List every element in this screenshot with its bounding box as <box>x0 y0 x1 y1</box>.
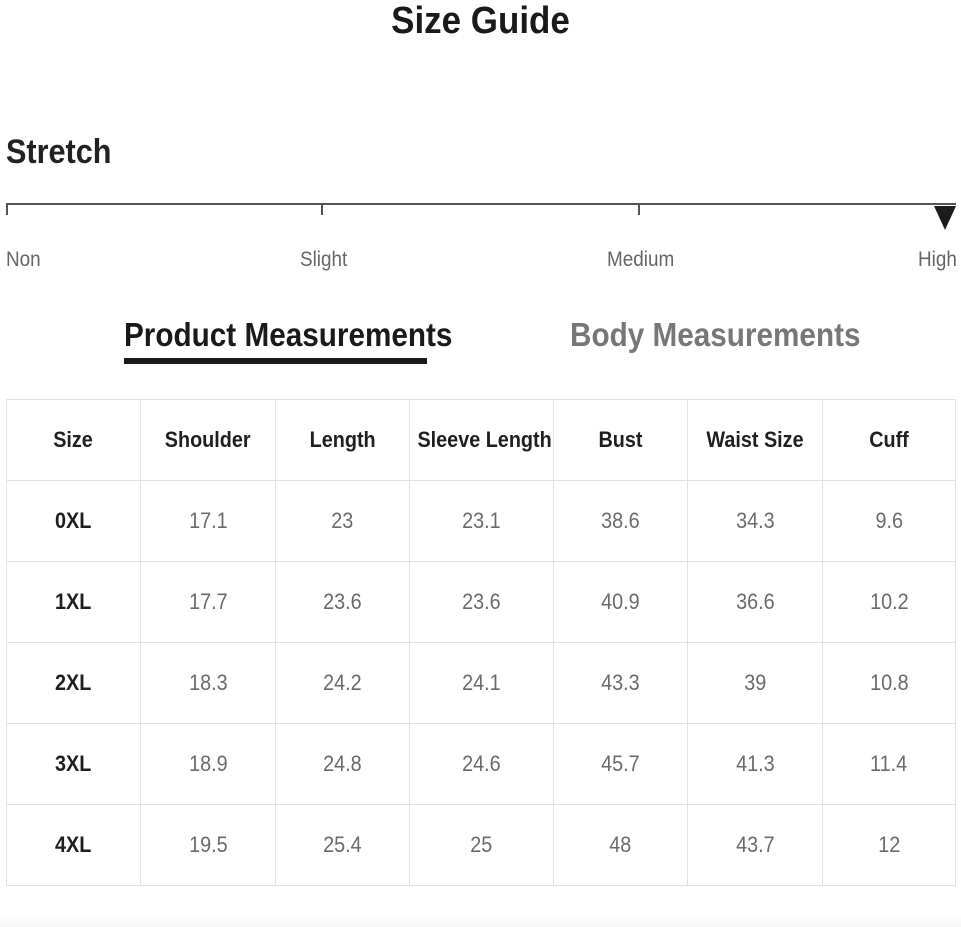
table-cell: 48 <box>554 805 688 886</box>
stretch-heading: Stretch <box>6 133 112 171</box>
table-row <box>7 562 956 643</box>
table-row <box>7 805 956 886</box>
header-shoulder: Shoulder <box>141 400 276 481</box>
table-cell-size: 0XL <box>7 481 141 562</box>
table-cell: 45.7 <box>554 724 688 805</box>
table-cell: 36.6 <box>688 562 823 643</box>
stretch-label-medium: Medium <box>607 248 675 271</box>
table-cell-size: 2XL <box>7 643 141 724</box>
table-cell: 9.6 <box>823 481 956 562</box>
table-cell: 24.8 <box>276 724 410 805</box>
header-bust: Bust <box>554 400 688 481</box>
stretch-tick-non <box>6 203 8 215</box>
table-cell: 23.6 <box>410 562 554 643</box>
table-cell: 23 <box>276 481 410 562</box>
tab-active-underline <box>124 358 427 364</box>
table-cell: 12 <box>823 805 956 886</box>
table-cell-size: 1XL <box>7 562 141 643</box>
page-title: Size Guide <box>391 0 570 42</box>
stretch-scale <box>0 196 961 286</box>
table-cell: 34.3 <box>688 481 823 562</box>
header-waist-size: Waist Size <box>688 400 823 481</box>
table-cell: 17.7 <box>141 562 276 643</box>
table-cell: 25.4 <box>276 805 410 886</box>
table-cell: 38.6 <box>554 481 688 562</box>
table-cell: 39 <box>688 643 823 724</box>
stretch-label-non: Non <box>6 248 41 271</box>
table-cell: 24.1 <box>410 643 554 724</box>
table-header-row <box>7 400 956 481</box>
table-cell: 43.7 <box>688 805 823 886</box>
stretch-label-slight: Slight <box>300 248 348 271</box>
cropped-footnote-strip <box>0 914 961 927</box>
table-cell: 25 <box>410 805 554 886</box>
stretch-level-marker-icon <box>934 206 956 230</box>
table-cell: 24.6 <box>410 724 554 805</box>
table-cell: 18.9 <box>141 724 276 805</box>
table-cell: 19.5 <box>141 805 276 886</box>
table-row <box>7 724 956 805</box>
table-cell: 23.6 <box>276 562 410 643</box>
table-cell: 24.2 <box>276 643 410 724</box>
table-cell: 11.4 <box>823 724 956 805</box>
header-cuff: Cuff <box>823 400 956 481</box>
stretch-tick-medium <box>638 203 640 215</box>
tab-body-measurements[interactable]: Body Measurements <box>570 316 861 353</box>
stretch-label-high: High <box>918 248 957 271</box>
table-cell: 23.1 <box>410 481 554 562</box>
table-cell: 17.1 <box>141 481 276 562</box>
header-sleeve-length: Sleeve Length <box>410 400 554 481</box>
table-row <box>7 481 956 562</box>
size-table <box>6 399 956 886</box>
stretch-scale-line <box>6 203 956 205</box>
tab-product-measurements[interactable]: Product Measurements <box>124 316 453 353</box>
header-size: Size <box>7 400 141 481</box>
table-cell: 10.8 <box>823 643 956 724</box>
table-cell: 10.2 <box>823 562 956 643</box>
stretch-tick-slight <box>321 203 323 215</box>
header-length: Length <box>276 400 410 481</box>
table-cell: 40.9 <box>554 562 688 643</box>
table-cell-size: 4XL <box>7 805 141 886</box>
table-cell-size: 3XL <box>7 724 141 805</box>
table-row <box>7 643 956 724</box>
table-cell: 41.3 <box>688 724 823 805</box>
table-cell: 43.3 <box>554 643 688 724</box>
table-cell: 18.3 <box>141 643 276 724</box>
